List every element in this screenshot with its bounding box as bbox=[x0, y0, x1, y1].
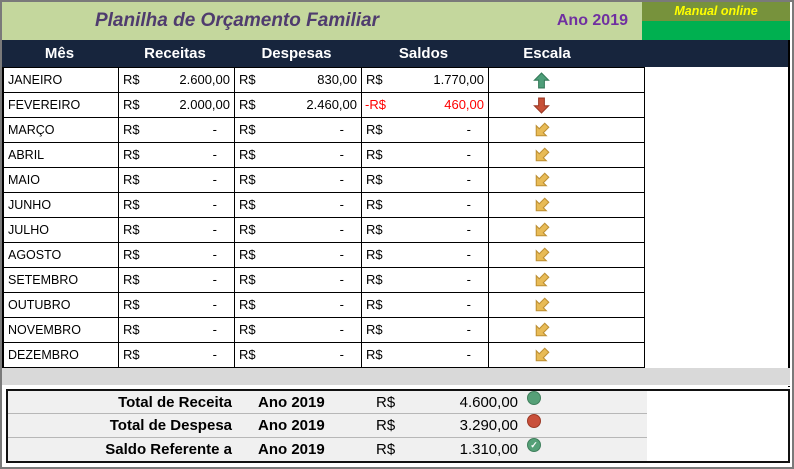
currency-label: R$ bbox=[123, 172, 140, 187]
currency-label: R$ bbox=[239, 247, 256, 262]
currency-label: -R$ bbox=[365, 97, 386, 112]
escala-cell[interactable] bbox=[489, 243, 645, 267]
month-label: JULHO bbox=[8, 223, 49, 237]
escala-cell[interactable] bbox=[489, 268, 645, 292]
summary-period: Ano 2019 bbox=[258, 417, 325, 435]
summary-label: Saldo Referente a bbox=[105, 440, 232, 458]
receitas-cell[interactable] bbox=[119, 193, 235, 217]
despesas-value: - bbox=[339, 322, 344, 337]
month-cell[interactable] bbox=[4, 168, 119, 192]
saldos-cell[interactable] bbox=[362, 193, 489, 217]
receitas-value: 2.000,00 bbox=[179, 97, 230, 112]
receitas-cell[interactable] bbox=[119, 268, 235, 292]
currency-label: R$ bbox=[239, 322, 256, 337]
arrow-diagonal-icon bbox=[533, 272, 550, 289]
receitas-cell[interactable] bbox=[119, 118, 235, 142]
saldos-value: - bbox=[466, 297, 471, 312]
month-label: NOVEMBRO bbox=[8, 323, 81, 337]
column-header-escala[interactable]: Escala bbox=[523, 45, 571, 62]
currency-label: R$ bbox=[239, 297, 256, 312]
currency-label: R$ bbox=[123, 247, 140, 262]
despesas-value: - bbox=[339, 347, 344, 362]
receitas-value: - bbox=[212, 122, 217, 137]
despesas-value: 830,00 bbox=[317, 72, 357, 87]
manual-online-label: Manual online bbox=[642, 2, 790, 21]
month-label: ABRIL bbox=[8, 148, 45, 162]
summary-value: 4.600,00 bbox=[459, 394, 518, 411]
despesas-cell[interactable] bbox=[235, 318, 362, 342]
status-dot-icon bbox=[527, 414, 541, 428]
month-label: AGOSTO bbox=[8, 248, 62, 262]
table-row bbox=[4, 268, 645, 293]
separator-band bbox=[2, 368, 790, 386]
month-cell[interactable] bbox=[4, 268, 119, 292]
receitas-value: - bbox=[212, 322, 217, 337]
currency-label: R$ bbox=[123, 147, 140, 162]
receitas-cell[interactable] bbox=[119, 293, 235, 317]
column-header-mes[interactable]: Mês bbox=[44, 45, 75, 62]
saldos-value: - bbox=[466, 322, 471, 337]
despesas-cell[interactable] bbox=[235, 118, 362, 142]
arrow-up-icon bbox=[533, 72, 550, 89]
currency-label: R$ bbox=[123, 222, 140, 237]
arrow-diagonal-icon bbox=[533, 122, 550, 139]
currency-label: R$ bbox=[123, 122, 140, 137]
month-label: JANEIRO bbox=[8, 73, 63, 87]
despesas-value: - bbox=[339, 297, 344, 312]
escala-cell[interactable] bbox=[489, 93, 645, 117]
column-header-row bbox=[2, 40, 790, 67]
saldos-cell[interactable] bbox=[362, 168, 489, 192]
month-cell[interactable] bbox=[4, 193, 119, 217]
summary-label: Total de Despesa bbox=[109, 417, 232, 435]
currency-label: R$ bbox=[123, 197, 140, 212]
month-cell[interactable] bbox=[4, 318, 119, 342]
month-cell[interactable] bbox=[4, 293, 119, 317]
currency-label: R$ bbox=[123, 272, 140, 287]
despesas-cell[interactable] bbox=[235, 193, 362, 217]
month-cell[interactable] bbox=[4, 118, 119, 142]
currency-label: R$ bbox=[239, 72, 256, 87]
despesas-value: - bbox=[339, 197, 344, 212]
arrow-diagonal-icon bbox=[533, 222, 550, 239]
receitas-cell[interactable] bbox=[119, 93, 235, 117]
escala-cell[interactable] bbox=[489, 143, 645, 167]
currency-label: R$ bbox=[366, 197, 383, 212]
receitas-cell[interactable] bbox=[119, 218, 235, 242]
month-cell[interactable] bbox=[4, 93, 119, 117]
summary-row[interactable] bbox=[8, 414, 647, 437]
year-label: Ano 2019 bbox=[556, 12, 628, 29]
currency-label: R$ bbox=[366, 272, 383, 287]
saldos-value: - bbox=[466, 347, 471, 362]
month-cell[interactable] bbox=[4, 68, 119, 92]
page-title: Planilha de Orçamento Familiar bbox=[94, 10, 380, 31]
table-row bbox=[4, 243, 645, 268]
currency-label: R$ bbox=[366, 122, 383, 137]
saldos-cell[interactable] bbox=[362, 93, 489, 117]
saldos-cell[interactable] bbox=[362, 118, 489, 142]
currency-label: R$ bbox=[366, 247, 383, 262]
saldos-value: - bbox=[466, 272, 471, 287]
month-table bbox=[2, 67, 645, 368]
saldos-cell[interactable] bbox=[362, 68, 489, 92]
currency-label: R$ bbox=[239, 347, 256, 362]
saldos-cell[interactable] bbox=[362, 343, 489, 367]
currency-label: R$ bbox=[123, 347, 140, 362]
status-dot-icon bbox=[527, 391, 541, 405]
sheet-right-border bbox=[788, 40, 790, 387]
saldos-cell[interactable] bbox=[362, 243, 489, 267]
despesas-cell[interactable] bbox=[235, 143, 362, 167]
despesas-value: - bbox=[339, 172, 344, 187]
despesas-cell[interactable] bbox=[235, 68, 362, 92]
currency-label: R$ bbox=[366, 222, 383, 237]
column-header-receitas[interactable]: Receitas bbox=[144, 45, 206, 62]
receitas-value: 2.600,00 bbox=[179, 72, 230, 87]
month-label: JUNHO bbox=[8, 198, 52, 212]
currency-label: R$ bbox=[366, 297, 383, 312]
saldos-value: - bbox=[466, 247, 471, 262]
month-cell[interactable] bbox=[4, 143, 119, 167]
receitas-value: - bbox=[212, 297, 217, 312]
summary-period: Ano 2019 bbox=[258, 394, 325, 411]
despesas-cell[interactable] bbox=[235, 268, 362, 292]
receitas-cell[interactable] bbox=[119, 68, 235, 92]
currency-label: R$ bbox=[123, 322, 140, 337]
table-row bbox=[4, 318, 645, 343]
table-row bbox=[4, 118, 645, 143]
saldos-value: - bbox=[466, 197, 471, 212]
summary-period: Ano 2019 bbox=[258, 440, 325, 458]
table-row bbox=[4, 293, 645, 318]
table-row bbox=[4, 168, 645, 193]
currency-label: R$ bbox=[239, 122, 256, 137]
despesas-value: - bbox=[339, 122, 344, 137]
month-label: MAIO bbox=[8, 173, 40, 187]
column-header-saldos[interactable]: Saldos bbox=[398, 45, 449, 62]
despesas-cell[interactable] bbox=[235, 218, 362, 242]
receitas-cell[interactable] bbox=[119, 143, 235, 167]
currency-label: R$ bbox=[366, 322, 383, 337]
despesas-value: - bbox=[339, 222, 344, 237]
currency-label: R$ bbox=[123, 72, 140, 87]
saldos-value: 460,00 bbox=[444, 97, 484, 112]
receitas-value: - bbox=[212, 197, 217, 212]
currency-label: R$ bbox=[123, 97, 140, 112]
saldos-cell[interactable] bbox=[362, 268, 489, 292]
manual-online-button[interactable] bbox=[642, 2, 790, 43]
receitas-value: - bbox=[212, 247, 217, 262]
arrow-diagonal-icon bbox=[533, 322, 550, 339]
receitas-value: - bbox=[212, 147, 217, 162]
arrow-diagonal-icon bbox=[533, 147, 550, 164]
saldos-cell[interactable] bbox=[362, 293, 489, 317]
despesas-value: - bbox=[339, 272, 344, 287]
currency-label: R$ bbox=[239, 147, 256, 162]
saldos-value: - bbox=[466, 172, 471, 187]
despesas-value: - bbox=[339, 247, 344, 262]
receitas-value: - bbox=[212, 222, 217, 237]
escala-cell[interactable] bbox=[489, 318, 645, 342]
currency-label: R$ bbox=[366, 172, 383, 187]
receitas-cell[interactable] bbox=[119, 168, 235, 192]
despesas-cell[interactable] bbox=[235, 93, 362, 117]
currency-label: R$ bbox=[239, 172, 256, 187]
escala-cell[interactable] bbox=[489, 193, 645, 217]
currency-label: R$ bbox=[239, 272, 256, 287]
summary-row[interactable] bbox=[8, 391, 647, 414]
month-cell[interactable] bbox=[4, 243, 119, 267]
month-cell[interactable] bbox=[4, 218, 119, 242]
saldos-value: - bbox=[466, 147, 471, 162]
summary-section bbox=[6, 389, 790, 463]
month-label: SETEMBRO bbox=[8, 273, 79, 287]
receitas-cell[interactable] bbox=[119, 243, 235, 267]
arrow-diagonal-icon bbox=[533, 297, 550, 314]
receitas-cell[interactable] bbox=[119, 318, 235, 342]
summary-label: Total de Receita bbox=[118, 394, 232, 411]
month-label: MARÇO bbox=[8, 123, 55, 137]
saldos-value: - bbox=[466, 222, 471, 237]
table-row bbox=[4, 68, 645, 93]
month-label: OUTUBRO bbox=[8, 298, 71, 312]
escala-cell[interactable] bbox=[489, 68, 645, 92]
arrow-down-icon bbox=[533, 97, 550, 114]
saldos-cell[interactable] bbox=[362, 218, 489, 242]
receitas-value: - bbox=[212, 272, 217, 287]
despesas-value: - bbox=[339, 147, 344, 162]
summary-value: 1.310,00 bbox=[459, 440, 518, 458]
summary-currency: R$ bbox=[376, 440, 396, 458]
summary-value: 3.290,00 bbox=[459, 417, 518, 435]
despesas-cell[interactable] bbox=[235, 243, 362, 267]
escala-cell[interactable] bbox=[489, 343, 645, 367]
despesas-cell[interactable] bbox=[235, 168, 362, 192]
currency-label: R$ bbox=[239, 97, 256, 112]
title-banner bbox=[2, 2, 642, 40]
currency-label: R$ bbox=[239, 197, 256, 212]
currency-label: R$ bbox=[366, 147, 383, 162]
summary-currency: R$ bbox=[376, 417, 396, 435]
summary-currency: R$ bbox=[376, 394, 396, 411]
saldos-cell[interactable] bbox=[362, 143, 489, 167]
status-dot-icon bbox=[527, 438, 541, 452]
despesas-cell[interactable] bbox=[235, 343, 362, 367]
receitas-value: - bbox=[212, 347, 217, 362]
month-label: DEZEMBRO bbox=[8, 348, 79, 362]
table-row bbox=[4, 93, 645, 118]
column-header-despesas[interactable]: Despesas bbox=[261, 45, 332, 62]
arrow-diagonal-icon bbox=[533, 247, 550, 264]
arrow-diagonal-icon bbox=[533, 172, 550, 189]
table-row bbox=[4, 193, 645, 218]
currency-label: R$ bbox=[366, 72, 383, 87]
escala-cell[interactable] bbox=[489, 118, 645, 142]
arrow-diagonal-icon bbox=[533, 197, 550, 214]
summary-row[interactable] bbox=[8, 438, 647, 461]
saldos-cell[interactable] bbox=[362, 318, 489, 342]
table-row bbox=[4, 218, 645, 243]
table-row bbox=[4, 143, 645, 168]
currency-label: R$ bbox=[123, 297, 140, 312]
despesas-value: 2.460,00 bbox=[306, 97, 357, 112]
saldos-value: - bbox=[466, 122, 471, 137]
escala-cell[interactable] bbox=[489, 293, 645, 317]
escala-cell[interactable] bbox=[489, 168, 645, 192]
arrow-diagonal-icon bbox=[533, 347, 550, 364]
month-label: FEVEREIRO bbox=[8, 98, 81, 112]
currency-label: R$ bbox=[366, 347, 383, 362]
month-cell[interactable] bbox=[4, 343, 119, 367]
table-row bbox=[4, 343, 645, 368]
receitas-value: - bbox=[212, 172, 217, 187]
receitas-cell[interactable] bbox=[119, 343, 235, 367]
despesas-cell[interactable] bbox=[235, 293, 362, 317]
saldos-value: 1.770,00 bbox=[433, 72, 484, 87]
currency-label: R$ bbox=[239, 222, 256, 237]
escala-cell[interactable] bbox=[489, 218, 645, 242]
